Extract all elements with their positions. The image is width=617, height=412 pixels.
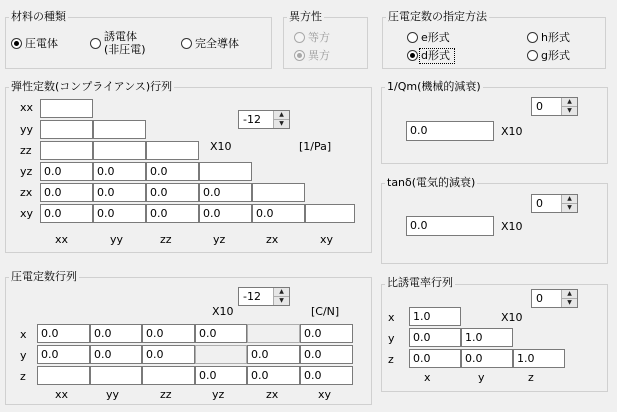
elastic-exponent-value[interactable]: -12 — [243, 113, 261, 126]
piezo-cell-y-xy[interactable]: 0.0 — [300, 345, 353, 364]
piezo-cell-y-yz[interactable] — [195, 345, 247, 364]
elastic-col-label: zz — [160, 233, 172, 246]
d-form-focus-rect — [419, 48, 455, 64]
radio-e-form-label[interactable]: e形式 — [421, 31, 450, 44]
piezo-cell-x-zz[interactable]: 0.0 — [142, 324, 195, 343]
radio-dielectric[interactable] — [90, 38, 101, 49]
elastic-col-label: xy — [320, 233, 334, 246]
tand-value-input[interactable]: 0.0 — [406, 216, 494, 236]
qm-exponent-spinner[interactable] — [531, 97, 578, 116]
piezo-cell-y-zz[interactable]: 0.0 — [142, 345, 195, 364]
elastic-cell-yz-yy[interactable]: 0.0 — [93, 162, 146, 181]
piezo-cell-y-yy[interactable]: 0.0 — [90, 345, 142, 364]
piezo-cell-z-zx[interactable]: 0.0 — [247, 366, 300, 385]
elastic-exponent-spinner[interactable] — [238, 110, 290, 129]
radio-anisotropic-label[interactable]: 異方 — [308, 49, 330, 62]
elastic-matrix-title: 弾性定数(コンプライアンス)行列 — [11, 80, 173, 93]
piezo-col-label: xy — [318, 388, 332, 401]
radio-isotropic[interactable] — [294, 32, 305, 43]
elastic-cell-zz-xx[interactable] — [40, 141, 93, 160]
elastic-cell-zx-yy[interactable]: 0.0 — [93, 183, 146, 202]
elastic-col-label: xx — [55, 233, 69, 246]
radio-e-form[interactable] — [407, 32, 418, 43]
radio-perfect-conductor-label[interactable]: 完全導体 — [195, 37, 239, 50]
elastic-cell-zz-zz[interactable] — [146, 141, 199, 160]
elastic-cell-yz-xx[interactable]: 0.0 — [40, 162, 93, 181]
piezo-col-label: xx — [55, 388, 69, 401]
elastic-cell-xx-xx[interactable] — [40, 99, 93, 118]
piezo-row-label: x — [20, 328, 27, 341]
elastic-cell-zx-yz[interactable]: 0.0 — [199, 183, 252, 202]
radio-piezoelectric[interactable] — [11, 38, 22, 49]
elastic-cell-yz-yz[interactable] — [199, 162, 252, 181]
radio-h-form-label[interactable]: h形式 — [541, 31, 570, 44]
elastic-unit-label: [1/Pa] — [299, 140, 332, 153]
radio-dielectric-label-sub[interactable]: (非圧電) — [104, 43, 146, 56]
piezo-cell-x-xy[interactable]: 0.0 — [300, 324, 353, 343]
piezo-method-title: 圧電定数の指定方法 — [388, 10, 487, 23]
elastic-cell-yy-xx[interactable] — [40, 120, 93, 139]
tand-exponent-value[interactable]: 0 — [536, 197, 543, 210]
spin-up-icon[interactable]: ▲ — [562, 98, 577, 107]
elastic-cell-zx-zx[interactable] — [252, 183, 305, 202]
elastic-x10-label: X10 — [210, 140, 232, 153]
permittivity-title: 比誘電率行列 — [387, 276, 453, 289]
permittivity-cell-y-y[interactable]: 1.0 — [461, 328, 513, 347]
elastic-exponent-buttons — [273, 111, 289, 128]
radio-h-form[interactable] — [527, 32, 538, 43]
piezo-unit-label: [C/N] — [311, 305, 340, 318]
elastic-row-label: xx — [20, 101, 34, 114]
piezo-method-group — [382, 17, 606, 69]
piezo-col-label: zz — [160, 388, 172, 401]
anisotropy-title: 異方性 — [289, 10, 322, 23]
radio-g-form[interactable] — [527, 50, 538, 61]
piezo-cell-x-zx[interactable] — [247, 324, 300, 343]
qm-value-input[interactable]: 0.0 — [406, 121, 494, 141]
elastic-col-label: yz — [213, 233, 226, 246]
spin-down-icon[interactable]: ▼ — [567, 204, 572, 211]
elastic-cell-xy-xx[interactable]: 0.0 — [40, 204, 93, 223]
spin-down-icon[interactable]: ▼ — [279, 120, 284, 127]
radio-d-form-label[interactable]: d形式 — [421, 49, 450, 62]
piezo-cell-x-xx[interactable]: 0.0 — [37, 324, 90, 343]
elastic-row-label: zz — [20, 144, 32, 157]
qm-exponent-buttons — [561, 98, 577, 115]
qm-exponent-value[interactable]: 0 — [536, 100, 543, 113]
elastic-row-label: xy — [20, 207, 34, 220]
piezo-col-label: zx — [266, 388, 279, 401]
permittivity-exponent-value[interactable]: 0 — [536, 292, 543, 305]
permittivity-cell-x-x[interactable]: 1.0 — [409, 307, 461, 326]
elastic-row-label: zx — [20, 186, 33, 199]
elastic-cell-xy-zx[interactable]: 0.0 — [252, 204, 305, 223]
piezo-cell-z-zz[interactable] — [142, 366, 195, 385]
elastic-row-label: yy — [20, 123, 34, 136]
piezo-exponent-buttons — [273, 288, 289, 305]
elastic-cell-xy-yz[interactable]: 0.0 — [199, 204, 252, 223]
piezo-col-label: yz — [212, 388, 225, 401]
tand-exponent-buttons — [561, 195, 577, 212]
piezo-col-label: yy — [106, 388, 120, 401]
radio-anisotropic[interactable] — [294, 50, 305, 61]
qm-title: 1/Qm(機械的減衰) — [387, 80, 481, 93]
permittivity-exponent-buttons — [561, 290, 577, 307]
piezo-cell-x-yy[interactable]: 0.0 — [90, 324, 142, 343]
radio-isotropic-label[interactable]: 等方 — [308, 31, 330, 44]
piezo-row-label: y — [20, 349, 27, 362]
spin-down-icon[interactable]: ▼ — [567, 107, 572, 114]
tand-x10-label: X10 — [501, 220, 523, 233]
piezo-cell-z-yy[interactable] — [90, 366, 142, 385]
piezo-cell-z-xy[interactable]: 0.0 — [300, 366, 353, 385]
permittivity-cell-z-y[interactable]: 0.0 — [461, 349, 513, 368]
permittivity-row-label: x — [388, 311, 395, 324]
piezo-cell-y-xx[interactable]: 0.0 — [37, 345, 90, 364]
material-type-title: 材料の種類 — [11, 10, 66, 23]
elastic-row-label: yz — [20, 165, 33, 178]
radio-piezoelectric-label[interactable]: 圧電体 — [25, 37, 58, 50]
permittivity-x10-label: X10 — [501, 311, 523, 324]
elastic-cell-xy-zz[interactable]: 0.0 — [146, 204, 199, 223]
elastic-col-label: zx — [266, 233, 279, 246]
permittivity-cell-z-z[interactable]: 1.0 — [513, 349, 565, 368]
elastic-col-label: yy — [110, 233, 124, 246]
piezo-exponent-value[interactable]: -12 — [243, 290, 261, 303]
tand-exponent-spinner[interactable] — [531, 194, 578, 213]
piezo-cell-x-yz[interactable]: 0.0 — [195, 324, 247, 343]
piezo-cell-z-yz[interactable]: 0.0 — [195, 366, 247, 385]
elastic-cell-xy-yy[interactable]: 0.0 — [93, 204, 146, 223]
piezo-row-label: z — [20, 370, 26, 383]
permittivity-col-label: y — [478, 371, 485, 384]
permittivity-exponent-spinner[interactable] — [531, 289, 578, 308]
elastic-cell-xy-xy[interactable] — [305, 204, 355, 223]
qm-x10-label: X10 — [501, 125, 523, 138]
elastic-cell-yz-zz[interactable]: 0.0 — [146, 162, 199, 181]
elastic-cell-zx-xx[interactable]: 0.0 — [40, 183, 93, 202]
elastic-cell-zz-yy[interactable] — [93, 141, 146, 160]
radio-d-form[interactable] — [407, 50, 418, 61]
permittivity-col-label: x — [424, 371, 431, 384]
spin-down-icon[interactable]: ▼ — [279, 297, 284, 304]
radio-perfect-conductor[interactable] — [181, 38, 192, 49]
elastic-cell-yy-yy[interactable] — [93, 120, 146, 139]
spin-up-icon[interactable]: ▲ — [274, 288, 289, 297]
elastic-cell-zx-zz[interactable]: 0.0 — [146, 183, 199, 202]
radio-dielectric-label[interactable]: 誘電体 — [104, 30, 137, 43]
permittivity-cell-y-x[interactable]: 0.0 — [409, 328, 461, 347]
spin-down-icon[interactable]: ▼ — [567, 299, 572, 306]
piezo-matrix-title: 圧電定数行列 — [11, 270, 77, 283]
permittivity-col-label: z — [528, 371, 534, 384]
piezo-x10-label: X10 — [212, 305, 234, 318]
spin-up-icon[interactable]: ▲ — [562, 195, 577, 204]
spin-up-icon[interactable]: ▲ — [562, 290, 577, 299]
piezo-cell-z-xx[interactable] — [37, 366, 90, 385]
permittivity-cell-z-x[interactable]: 0.0 — [409, 349, 461, 368]
tand-title: tanδ(電気的減衰) — [387, 176, 476, 189]
radio-g-form-label[interactable]: g形式 — [541, 49, 570, 62]
piezo-cell-y-zx[interactable]: 0.0 — [247, 345, 300, 364]
spin-up-icon[interactable]: ▲ — [274, 111, 289, 120]
piezo-exponent-spinner[interactable] — [238, 287, 290, 306]
permittivity-row-label: z — [388, 353, 394, 366]
permittivity-row-label: y — [388, 332, 395, 345]
